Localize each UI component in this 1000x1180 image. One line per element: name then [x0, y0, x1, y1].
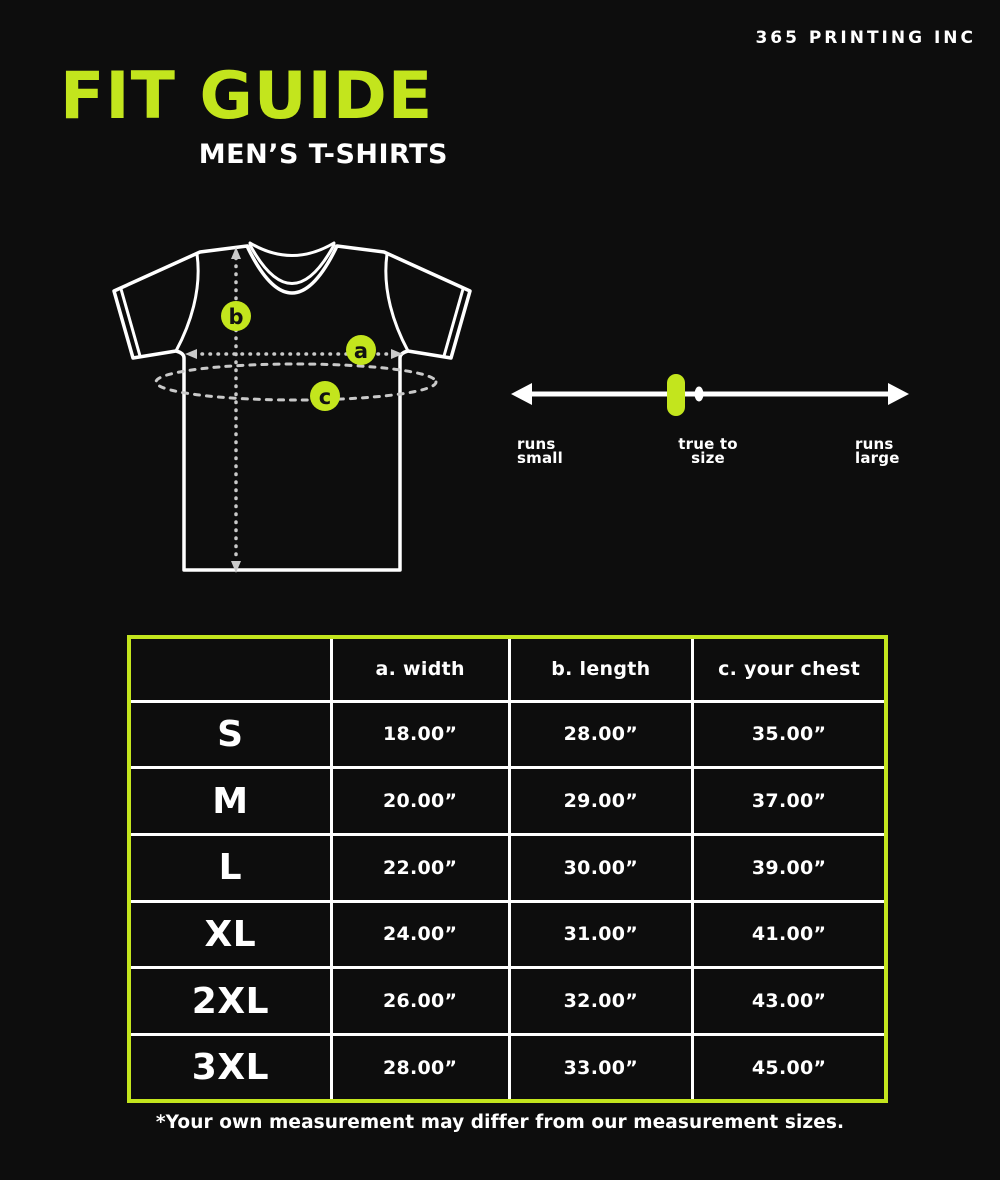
size-table: [127, 635, 888, 1103]
scale-label-line: size: [691, 449, 725, 467]
length-cell: 31.00”: [509, 901, 693, 968]
table-row: [131, 834, 884, 901]
scale-label-true-to-size: [653, 437, 763, 465]
size-cell: L: [131, 834, 331, 901]
fit-indicator: [667, 374, 685, 416]
table-row: [131, 701, 884, 768]
length-cell: 32.00”: [509, 968, 693, 1035]
page-subtitle: MEN’S T-SHIRTS: [198, 139, 448, 170]
scale-label-line: small: [517, 449, 563, 467]
size-cell: S: [131, 701, 331, 768]
marker-c-label: c: [318, 385, 332, 409]
marker-c: [310, 381, 340, 411]
center-dot-icon: [695, 387, 704, 402]
chest-measure-ellipse: [156, 364, 436, 400]
chest-cell: 37.00”: [693, 768, 884, 835]
right-sleeve-seam: [386, 254, 408, 351]
marker-b-label: b: [228, 305, 244, 329]
width-cell: 28.00”: [331, 1035, 509, 1099]
scale-label-runs-large: [855, 437, 900, 465]
width-arrow-left-icon: [185, 349, 197, 359]
footnote: *Your own measurement may differ from our measurement sizes.: [155, 1112, 845, 1133]
chest-cell: 39.00”: [693, 834, 884, 901]
marker-a-label: a: [353, 339, 369, 363]
size-cell: M: [131, 768, 331, 835]
scale-label-line: runs: [855, 435, 894, 453]
back-collar-line: [250, 243, 334, 256]
table-header-row: [131, 639, 884, 701]
marker-a: [346, 335, 376, 365]
size-cell: XL: [131, 901, 331, 968]
table-row: [131, 1035, 884, 1099]
table-row: [131, 901, 884, 968]
length-cell: 33.00”: [509, 1035, 693, 1099]
marker-b: [221, 301, 251, 331]
scale-label-line: large: [855, 449, 900, 467]
page-title: FIT GUIDE: [60, 59, 434, 134]
scale-label-runs-small: [517, 437, 563, 465]
width-cell: 22.00”: [331, 834, 509, 901]
table-row: [131, 768, 884, 835]
col-header-size: [131, 639, 331, 701]
width-cell: 20.00”: [331, 768, 509, 835]
table-row: [131, 968, 884, 1035]
size-cell: 3XL: [131, 1035, 331, 1099]
width-cell: 18.00”: [331, 701, 509, 768]
length-cell: 30.00”: [509, 834, 693, 901]
length-cell: 28.00”: [509, 701, 693, 768]
brand-name: 365 PRINTING INC: [755, 28, 976, 48]
size-cell: 2XL: [131, 968, 331, 1035]
chest-cell: 35.00”: [693, 701, 884, 768]
col-header-length: b. length: [509, 639, 693, 701]
scale-label-line: runs: [517, 435, 556, 453]
tshirt-diagram: [90, 230, 485, 590]
scale-arrow-right-icon: [888, 383, 909, 405]
chest-cell: 41.00”: [693, 901, 884, 968]
chest-cell: 43.00”: [693, 968, 884, 1035]
length-cell: 29.00”: [509, 768, 693, 835]
size-table-grid: [131, 639, 884, 1099]
width-cell: 26.00”: [331, 968, 509, 1035]
scale-arrow-left-icon: [511, 383, 532, 405]
col-header-width: a. width: [331, 639, 509, 701]
tshirt-outline: [114, 246, 470, 570]
col-header-chest: c. your chest: [693, 639, 884, 701]
left-sleeve-seam: [176, 254, 198, 351]
width-cell: 24.00”: [331, 901, 509, 968]
chest-cell: 45.00”: [751, 1056, 827, 1079]
scale-label-line: true to: [678, 435, 738, 453]
